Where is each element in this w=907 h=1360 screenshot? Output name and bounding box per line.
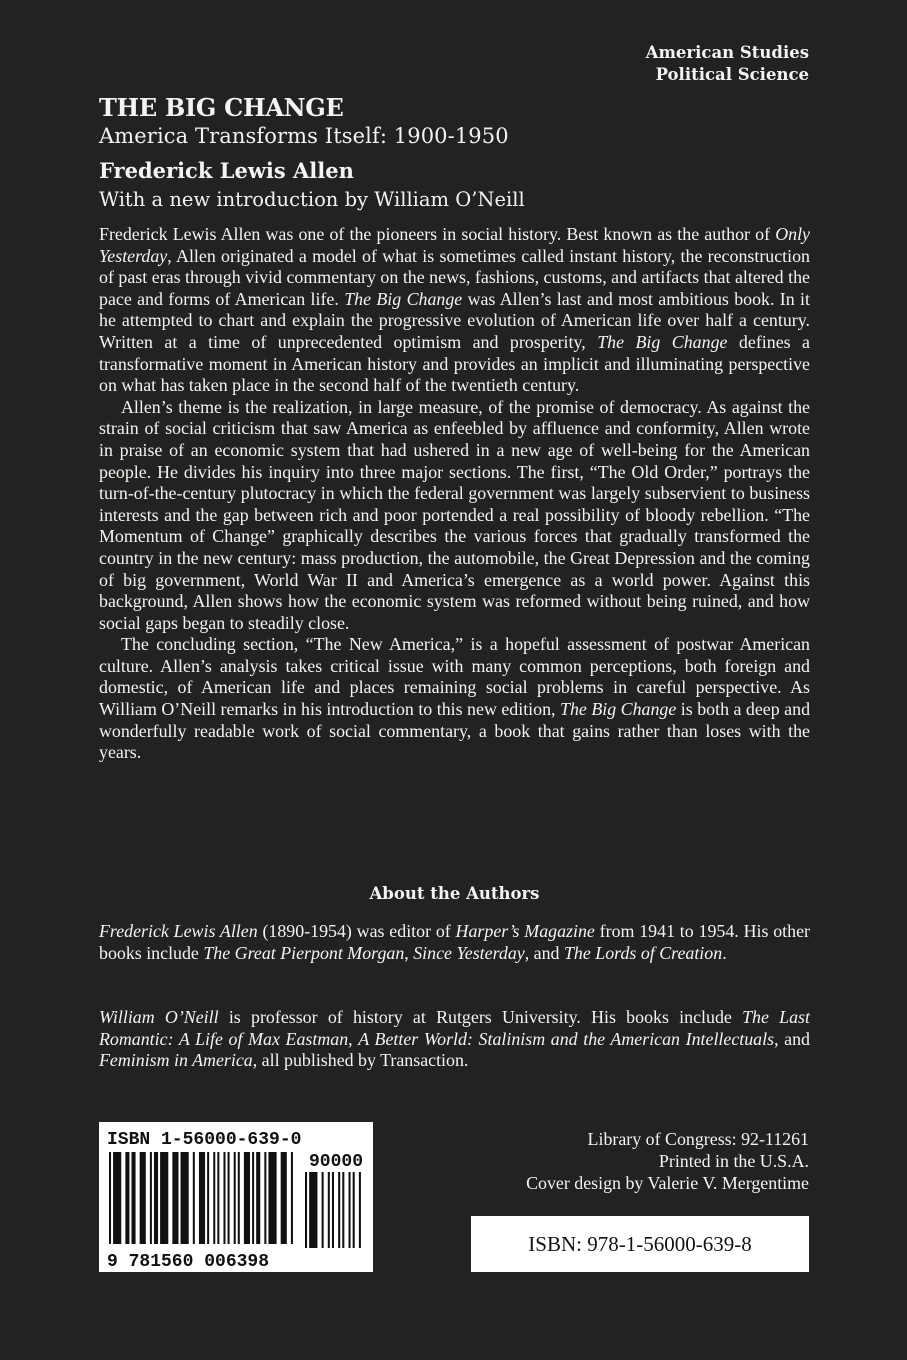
barcode-bar — [217, 1152, 219, 1244]
barcode-bar — [181, 1152, 189, 1244]
barcode-bar — [342, 1172, 344, 1248]
barcode-bar — [125, 1152, 129, 1244]
description-paragraph-1: Frederick Lewis Allen was one of the pioneers in social history. Best known as the author of Only Yesterday, Allen originated a model of what is sometimes called instant history, the reconstruction of past eras through vivid commentary on the news, fashions, customs, and artifacts that altered the pace and forms of American life. The Big Change was Allen’s last and most ambitious book. In it he attempted to chart and explain the progressive evolution of American life over half a century. Written at a time of unprecedented optimism and prosperity, The Big Change defines a transformative moment in American history and provides an implicit and illuminating perspective on what has taken place in the second half of the twentieth century. — [99, 224, 810, 396]
barcode-bar — [172, 1152, 178, 1244]
barcode-bar — [150, 1152, 152, 1244]
barcode-bar — [322, 1172, 324, 1248]
barcode-bar — [223, 1152, 225, 1244]
category-labels — [646, 42, 809, 86]
introduction-credit: With a new introduction by William O’Neill — [99, 188, 525, 211]
barcode-bar — [160, 1152, 168, 1244]
barcode-bar — [359, 1172, 361, 1248]
publication-credits — [526, 1128, 809, 1194]
description — [99, 224, 810, 764]
description-paragraph-2: Allen’s theme is the realization, in large measure, of the promise of democracy. As against the strain of social criticism that saw America as enfeebled by affluence and conformity, Allen wrote in praise of an economic system that had ushered in a new age of well-being for the American people. He divides his inquiry into three major sections. The first, “The Old Order,” portrays the turn-of-the-century plutocracy in which the federal government was largely subservient to business interests and the gap between rich and poor portended a real possibility of bloody rebellion. “The Momentum of Change” graphically describes the various forces that gradually transformed the country in the new century: mass production, the automobile, the Great Depression and the coming of big government, World War II and America’s emergence as a world power. Against this background, Allen shows how the economic system was reformed without being ruined, and how social gaps began to steadily close. — [99, 396, 810, 633]
barcode — [99, 1122, 373, 1272]
book-title: THE BIG CHANGE — [99, 93, 344, 122]
book-subtitle: America Transforms Itself: 1900-1950 — [99, 124, 509, 148]
category-american-studies: American Studies — [645, 43, 809, 62]
barcode-bar — [199, 1152, 205, 1244]
barcode-bar — [291, 1152, 293, 1244]
barcode-bar — [113, 1152, 121, 1244]
isbn-box: ISBN: 978-1-56000-639-8 — [471, 1216, 809, 1272]
barcode-bar — [281, 1152, 287, 1244]
description-paragraph-3: The concluding section, “The New America,” is a hopeful assessment of postwar American culture. Allen’s analysis takes critical issue with many common perceptions, both foreign and domestic, of American life and places remaining social problems in careful perspective. As William O’Neill remarks in his introduction to this new edition, The Big Change is both a deep and wonderfully readable work of social commentary, a book that gains rather than loses with the years. — [99, 634, 811, 763]
barcode-bar — [234, 1152, 236, 1244]
barcode-bar — [140, 1152, 146, 1244]
cover-design-credit: Cover design by Valerie V. Mergentime — [526, 1173, 809, 1193]
barcode-bar — [256, 1152, 260, 1244]
barcode-bar — [338, 1172, 340, 1248]
barcode-addon-bars — [305, 1172, 361, 1248]
barcode-bar — [264, 1152, 266, 1244]
barcode-bar — [268, 1152, 276, 1244]
barcode-bar — [332, 1172, 334, 1248]
barcode-bar — [154, 1152, 158, 1244]
barcode-price-code: 90000 — [308, 1152, 363, 1172]
bio-allen: Frederick Lewis Allen (1890-1954) was editor of Harper’s Magazine from 1941 to 1954. His other books include The Great Pierpont Morgan, Since Yesterday, and The Lords of Creation. — [99, 921, 810, 963]
barcode-bar — [228, 1152, 230, 1244]
about-authors-heading: About the Authors — [369, 884, 540, 903]
barcode-bar — [193, 1152, 195, 1244]
barcode-bar — [252, 1152, 254, 1244]
barcode-digits: 9 781560 006398 — [107, 1252, 270, 1272]
barcode-bar — [309, 1172, 317, 1248]
barcode-bar — [131, 1152, 135, 1244]
barcode-bar — [244, 1152, 250, 1244]
barcode-main-bars — [109, 1152, 293, 1244]
barcode-graphic — [99, 1122, 373, 1272]
printed-in: Printed in the U.S.A. — [658, 1151, 809, 1171]
barcode-bar — [238, 1152, 240, 1244]
barcode-bar — [213, 1152, 215, 1244]
barcode-bar — [109, 1152, 111, 1244]
barcode-bar — [305, 1172, 307, 1248]
barcode-bar — [328, 1172, 330, 1248]
barcode-bar — [207, 1152, 209, 1244]
barcode-bar — [353, 1172, 355, 1248]
library-of-congress: Library of Congress: 92-11261 — [587, 1129, 809, 1149]
category-political-science: Political Science — [655, 65, 809, 84]
barcode-isbn-text: ISBN 1-56000-639-0 — [107, 1130, 302, 1150]
book-author: Frederick Lewis Allen — [99, 158, 354, 183]
bio-oneill: William O’Neill is professor of history at Rutgers University. His books include The Last Romantic: A Life of Max Eastman, A Better World: Stalinism and the American Intellectuals, and Feminism in America, all published by Transaction. — [99, 1007, 811, 1071]
barcode-bar — [349, 1172, 351, 1248]
